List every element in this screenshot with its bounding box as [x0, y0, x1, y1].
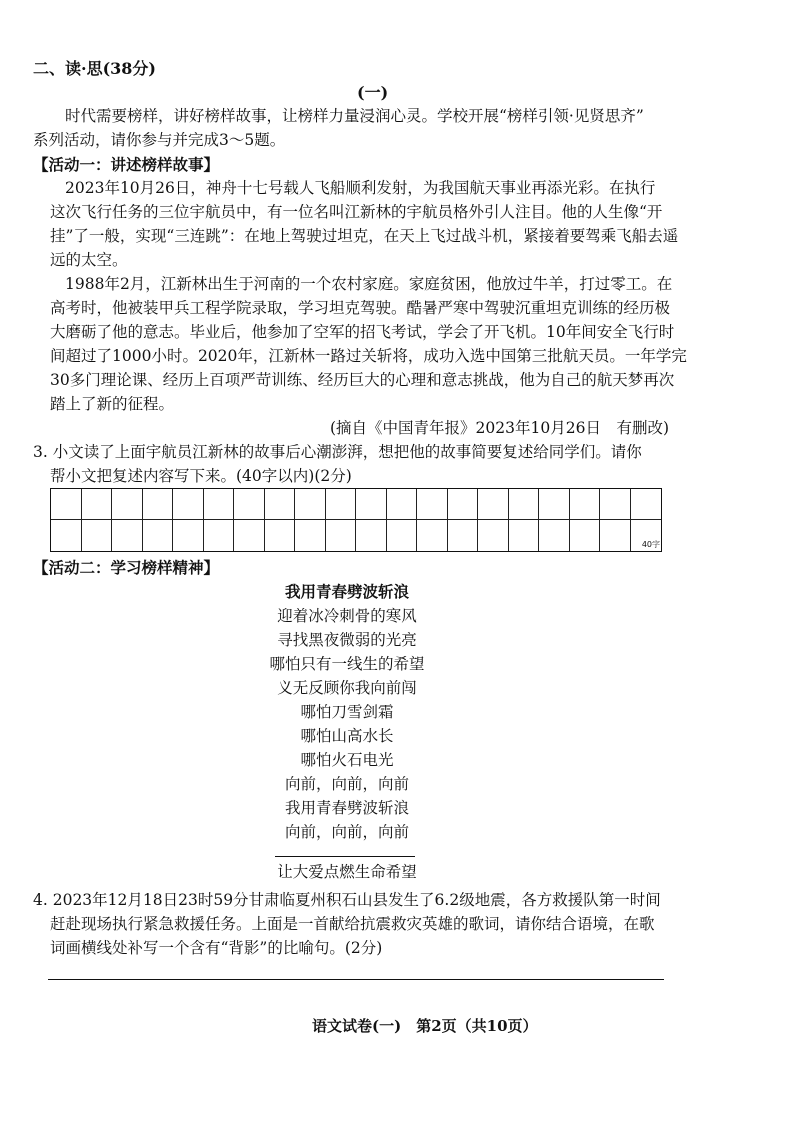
poem-title: 我用青春劈波斩浪	[284, 582, 409, 601]
story-p2-line: 大磨砺了他的意志。毕业后，他参加了空军的招飞考试，学会了开飞机。10年间安全飞行时	[50, 323, 675, 341]
story-p1-line: 远的太空。	[50, 251, 128, 269]
grid-cell[interactable]	[478, 489, 509, 520]
grid-cell[interactable]	[51, 489, 82, 520]
grid-cell[interactable]	[356, 489, 387, 520]
grid-cell[interactable]	[112, 489, 143, 520]
question-4-line: 赶赴现场执行紧急救援任务。上面是一首献给抗震救灾英雄的歌词，请你结合语境，在歌	[50, 915, 655, 933]
passage-number: (一)	[357, 83, 389, 102]
answer-grid[interactable]	[50, 488, 662, 552]
story-p2-line: 高考时，他被装甲兵工程学院录取，学习坦克驾驶。酷暑严寒中驾驶沉重坦克训练的经历极	[50, 299, 671, 317]
grid-cell[interactable]	[295, 489, 326, 520]
story-p2-line: 间超过了1000小时。2020年，江新林一路过关斩将，成功入选中国第三批航天员。一年学完	[50, 347, 687, 365]
grid-cell[interactable]	[570, 489, 601, 520]
poem-line: 哪怕山高水长	[300, 727, 394, 745]
grid-cell[interactable]	[82, 489, 113, 520]
grid-cell[interactable]	[600, 489, 631, 520]
grid-cell[interactable]	[143, 489, 174, 520]
poem-line: 哪怕只有一线生的希望	[269, 655, 425, 673]
grid-cell[interactable]	[173, 489, 204, 520]
poem-line: 义无反顾你我向前闯	[277, 679, 417, 697]
poem-blank-line[interactable]	[275, 856, 415, 857]
grid-cell[interactable]	[326, 520, 357, 551]
grid-cell[interactable]	[509, 489, 540, 520]
intro-line-1: 时代需要榜样，讲好榜样故事，让榜样力量浸润心灵。学校开展“榜样引领·见贤思齐”	[65, 107, 644, 125]
poem-line: 向前，向前，向前	[284, 775, 409, 793]
page-footer: 语文试卷(一) 第2页（共10页）	[312, 1017, 538, 1035]
poem-line: 哪怕火石电光	[300, 751, 394, 769]
grid-cell[interactable]	[265, 520, 296, 551]
grid-cell[interactable]	[326, 489, 357, 520]
grid-cell[interactable]	[295, 520, 326, 551]
grid-cell[interactable]	[387, 520, 418, 551]
grid-cell[interactable]	[600, 520, 631, 551]
source-citation: (摘自《中国青年报》2023年10月26日 有删改)	[330, 419, 669, 437]
question-4-line: 4. 2023年12月18日23时59分甘肃临夏州积石山县发生了6.2级地震，各方救援队第一时间	[33, 891, 661, 909]
question-3-line: 3. 小文读了上面宇航员江新林的故事后心潮澎湃，想把他的故事简要复述给同学们。请你	[33, 443, 642, 461]
activity2-title: 【活动二：学习榜样精神】	[33, 558, 220, 577]
grid-cell[interactable]	[417, 520, 448, 551]
grid-cell[interactable]	[51, 520, 82, 551]
grid-cell[interactable]	[234, 489, 265, 520]
section-title: 二、读·思(38分)	[33, 59, 156, 78]
poem-last-line: 让大爱点燃生命希望	[277, 863, 417, 881]
grid-cell[interactable]	[143, 520, 174, 551]
grid-cell[interactable]	[265, 489, 296, 520]
question-4-line: 词画横线处补写一个含有“背影”的比喻句。(2分)	[50, 939, 383, 957]
grid-cell[interactable]	[570, 520, 601, 551]
grid-cell[interactable]	[204, 489, 235, 520]
story-p1-line: 2023年10月26日，神舟十七号载人飞船顺利发射，为我国航天事业再添光彩。在执行	[65, 179, 656, 197]
grid-cell[interactable]	[478, 520, 509, 551]
grid-cell[interactable]	[448, 489, 479, 520]
poem-line: 哪怕刀雪剑霜	[300, 703, 394, 721]
grid-cell[interactable]	[173, 520, 204, 551]
grid-count-label: 40字	[641, 540, 660, 549]
grid-cell[interactable]	[448, 520, 479, 551]
story-p1-line: 这次飞行任务的三位宇航员中，有一位名叫江新林的宇航员格外引人注目。他的人生像“开	[50, 203, 663, 221]
story-p1-line: 挂”了一般，实现“三连跳”：在地上驾驶过坦克，在天上飞过战斗机，紧接着要驾乘飞船去遥	[50, 227, 679, 245]
story-p2-line: 踏上了新的征程。	[50, 395, 175, 413]
grid-cell[interactable]	[112, 520, 143, 551]
grid-cell[interactable]	[387, 489, 418, 520]
story-p2-line: 1988年2月，江新林出生于河南的一个农村家庭。家庭贫困，他放过牛羊，打过零工。在	[65, 275, 673, 293]
intro-line-2: 系列活动，请你参与并完成3～5题。	[33, 131, 286, 149]
story-p2-line: 30多门理论课、经历上百项严苛训练、经历巨大的心理和意志挑战，他为自己的航天梦再次	[50, 371, 675, 389]
poem-line: 迎着冰冷刺骨的寒风	[277, 607, 417, 625]
grid-cell[interactable]	[234, 520, 265, 551]
poem-line: 向前，向前，向前	[284, 823, 409, 841]
poem-line: 我用青春劈波斩浪	[284, 799, 409, 817]
question-4-answer-line[interactable]	[48, 979, 664, 980]
grid-cell[interactable]	[539, 489, 570, 520]
grid-cell[interactable]	[631, 520, 662, 551]
grid-cell[interactable]	[509, 520, 540, 551]
grid-cell[interactable]	[417, 489, 448, 520]
grid-cell[interactable]	[82, 520, 113, 551]
poem-line: 寻找黑夜微弱的光亮	[277, 631, 417, 649]
grid-cell[interactable]	[356, 520, 387, 551]
activity1-title: 【活动一：讲述榜样故事】	[33, 155, 220, 174]
question-3-line: 帮小文把复述内容写下来。(40字以内)(2分)	[50, 467, 352, 485]
grid-cell[interactable]	[631, 489, 662, 520]
grid-cell[interactable]	[204, 520, 235, 551]
grid-cell[interactable]	[539, 520, 570, 551]
